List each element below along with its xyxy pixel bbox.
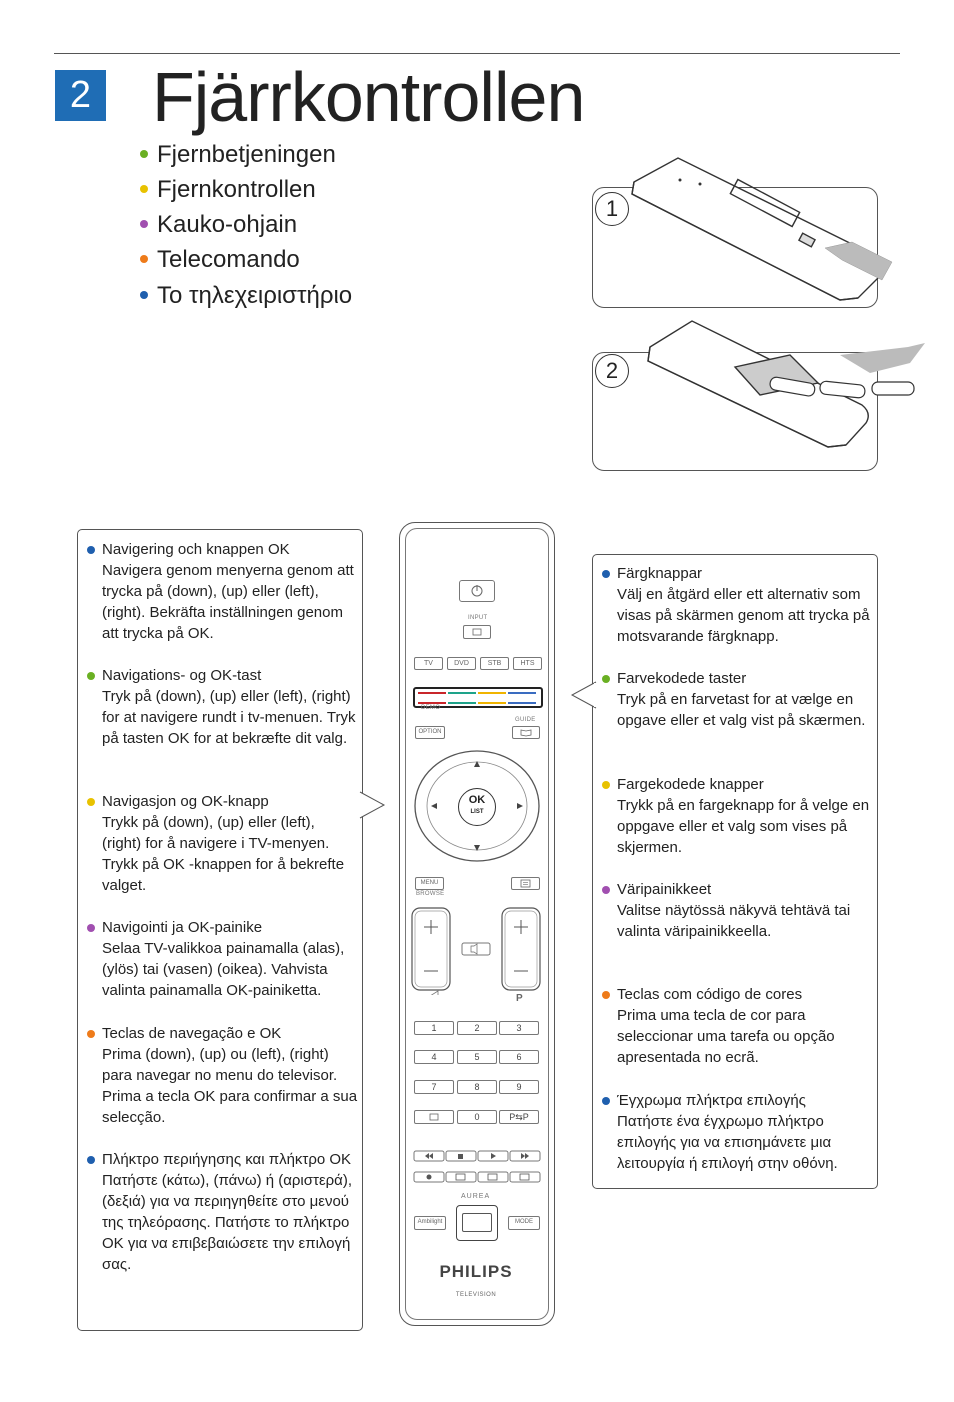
section-body: Trykk på (down), (up) eller (left), (right) for å navigere i TV-menyen. Trykk på OK -knappen for å bekrefte valget.: [102, 814, 345, 894]
color-key-button[interactable]: [508, 692, 536, 704]
info-section: [617, 879, 873, 942]
info-section: [617, 1090, 873, 1174]
section-heading: [102, 665, 358, 686]
color-key-button[interactable]: [418, 692, 446, 704]
brand-logo: PHILIPS: [439, 1262, 513, 1281]
key-pp-button[interactable]: P⇆P: [499, 1110, 539, 1124]
bullet-icon: [87, 672, 95, 680]
key-input-button[interactable]: [414, 1110, 454, 1124]
ok-label: OK: [468, 794, 486, 806]
power-button[interactable]: [459, 580, 495, 602]
section-heading: [617, 774, 873, 795]
language-label: Το τηλεχειριστήριο: [157, 282, 353, 309]
language-label: Fjernbetjeningen: [157, 141, 336, 168]
section-heading: [102, 539, 358, 560]
info-section: [617, 668, 873, 731]
language-label: Telecomando: [157, 246, 300, 273]
input-label: INPUT: [468, 615, 488, 621]
bullet-icon: [140, 150, 148, 158]
teletext-icon: [512, 878, 539, 889]
mute-button[interactable]: [462, 943, 490, 955]
menu-button[interactable]: MENU: [415, 877, 444, 890]
section-body: Tryk på (down), (up) eller (left), (right) for at navigere rundt i tv-menuen. Tryk på tasten OK for at bekræfte dit valg.: [102, 688, 356, 747]
section-heading: [617, 984, 873, 1005]
television-label: TELEVISION: [455, 1292, 497, 1298]
info-section: [102, 539, 358, 644]
aurea-label: AUREA: [461, 1193, 491, 1200]
section-body: Prima uma tecla de cor para seleccionar uma tarefa ou opção apresentada no ecrã.: [617, 1007, 835, 1066]
section-heading: [617, 1090, 873, 1111]
mode-button[interactable]: MODE: [508, 1216, 540, 1230]
bullet-icon: [87, 1030, 95, 1038]
section-heading: [617, 563, 873, 584]
key-0-button[interactable]: 0: [457, 1110, 497, 1124]
bullet-icon: [602, 886, 610, 894]
teletext-button[interactable]: [511, 877, 540, 890]
program-down-button[interactable]: [502, 948, 540, 988]
section-body: Tryk på en farvetast for at vælge en opgave eller et valg vist på skærmen.: [617, 691, 866, 729]
figure-2-badge: 2: [595, 354, 629, 388]
info-section: [102, 665, 358, 749]
section-heading: [102, 917, 358, 938]
key-1-button[interactable]: 1: [414, 1021, 454, 1035]
info-section: [102, 791, 358, 896]
section-heading-text: Fargekodede knapper: [617, 776, 764, 793]
section-body: Trykk på en fargeknapp for å velge en oppgave eller et valg som vises på skjermen.: [617, 797, 870, 856]
section-heading: [617, 879, 873, 900]
input-button[interactable]: [463, 625, 491, 639]
volume-down-button[interactable]: [412, 948, 450, 988]
section-heading-text: Farvekodede taster: [617, 670, 747, 687]
section-body: Prima (down), (up) ou (left), (right) para navegar no menu do televisor. Prima a tecla OK para confirmar a sua selecção.: [102, 1046, 358, 1126]
volume-up-button[interactable]: [412, 908, 450, 948]
section-heading-text: Έγχρωμα πλήκτρα επιλογής: [617, 1092, 806, 1109]
guide-button[interactable]: [512, 726, 540, 739]
demo-label: DEMO: [421, 705, 441, 711]
bullet-icon: [87, 798, 95, 806]
info-section: [102, 1023, 358, 1128]
key-8-button[interactable]: 8: [457, 1080, 497, 1094]
key-6-button[interactable]: 6: [499, 1050, 539, 1064]
bullet-icon: [87, 1156, 95, 1164]
info-section: [617, 774, 873, 858]
list-label: LIST: [470, 809, 484, 815]
book-icon: [513, 727, 539, 738]
bullet-icon: [140, 291, 148, 299]
bullet-icon: [602, 675, 610, 683]
language-label: Kauko-ohjain: [157, 211, 298, 238]
guide-label: GUIDE: [515, 717, 536, 723]
option-button[interactable]: OPTION: [415, 726, 445, 739]
color-key-button[interactable]: [478, 692, 506, 704]
key-3-button[interactable]: 3: [499, 1021, 539, 1035]
section-heading: [617, 668, 873, 689]
source-dvd-button[interactable]: DVD: [447, 657, 476, 670]
callout-pointer-left: [358, 790, 386, 820]
bullet-icon: [602, 781, 610, 789]
key-2-button[interactable]: 2: [457, 1021, 497, 1035]
section-body: Välj en åtgärd eller ett alternativ som visas på skärmen genom att trycka på motsvarande färgknapp.: [617, 586, 870, 645]
section-heading-text: Väripainikkeet: [617, 881, 712, 898]
section-heading-text: Navigointi ja OK-painike: [102, 919, 263, 936]
info-section: [617, 984, 873, 1068]
color-key-button[interactable]: [448, 692, 476, 704]
source-stb-button[interactable]: STB: [480, 657, 509, 670]
bullet-icon: [140, 185, 148, 193]
bullet-icon: [602, 570, 610, 578]
bullet-icon: [140, 220, 148, 228]
bullet-icon: [602, 1097, 610, 1105]
remote-back-illustration-1: [620, 150, 910, 310]
language-label: Fjernkontrollen: [157, 176, 316, 203]
program-label: P: [516, 993, 523, 1004]
key-7-button[interactable]: 7: [414, 1080, 454, 1094]
language-item: [140, 140, 336, 170]
section-heading-text: Färgknappar: [617, 565, 703, 582]
section-heading-text: Navigering och knappen OK: [102, 541, 290, 558]
source-hts-button[interactable]: HTS: [513, 657, 542, 670]
section-heading-text: Teclas de navegação e OK: [102, 1025, 282, 1042]
section-body: Valitse näytössä näkyvä tehtävä tai valinta väripainikkeella.: [617, 902, 851, 940]
callout-pointer-right: [568, 680, 598, 710]
info-section: [102, 917, 358, 1001]
section-body: Selaa TV-valikkoa painamalla (alas), (ylös) tai (vasen) (oikea). Vahvista valinta painamalla OK-painiketta.: [102, 940, 345, 999]
section-heading-text: Navigasjon og OK-knapp: [102, 793, 269, 810]
section-heading-text: Teclas com código de cores: [617, 986, 803, 1003]
page-title: Fjärrkontrollen: [152, 58, 585, 136]
key-5-button[interactable]: 5: [457, 1050, 497, 1064]
section-body: Πατήστε (κάτω), (πάνω) ή (αριστερά), (δεξιά) για να περιηγηθείτε στο μενού της τηλεόρασης. Πατήστε το πλήκτρο OK για να επιβεβαιώσετε την επιλογή σας.: [102, 1172, 353, 1273]
remote-back-illustration-2: [640, 315, 940, 475]
section-heading: [102, 1023, 358, 1044]
source-tv-button[interactable]: TV: [414, 657, 443, 670]
section-heading: [102, 791, 358, 812]
figure-1-badge: 1: [595, 192, 629, 226]
language-item: [140, 245, 300, 275]
input-icon: [415, 1111, 453, 1123]
ambilight-button[interactable]: Ambilight: [414, 1216, 446, 1230]
info-section: [102, 1149, 358, 1275]
power-icon: [460, 581, 494, 601]
program-up-button[interactable]: [502, 908, 540, 948]
bullet-icon: [87, 924, 95, 932]
browse-label: BROWSE: [416, 891, 445, 897]
key-9-button[interactable]: 9: [499, 1080, 539, 1094]
key-4-button[interactable]: 4: [414, 1050, 454, 1064]
language-item: [140, 175, 316, 205]
bullet-icon: [602, 991, 610, 999]
bullet-icon: [87, 546, 95, 554]
aurea-button-inner: [462, 1213, 492, 1232]
input-icon: [464, 626, 490, 638]
section-heading-text: Navigations- og OK-tast: [102, 667, 262, 684]
language-item: [140, 210, 297, 240]
chapter-badge: 2: [55, 70, 106, 121]
section-body: Πατήστε ένα έγχρωμο πλήκτρο επιλογής για να επισημάνετε μια λειτουργία ή επιλογή στην οθόνη.: [617, 1113, 838, 1172]
info-section: [617, 563, 873, 647]
section-heading-text: Πλήκτρο περιήγησης και πλήκτρο OK: [102, 1151, 352, 1168]
section-heading: [102, 1149, 358, 1170]
playback-buttons[interactable]: [413, 1150, 541, 1186]
bullet-icon: [140, 255, 148, 263]
section-body: Navigera genom menyerna genom att trycka på (down), (up) eller (left), (right). Bekräfta inställningen genom att trycka på OK.: [102, 562, 354, 642]
language-item: [140, 281, 352, 311]
